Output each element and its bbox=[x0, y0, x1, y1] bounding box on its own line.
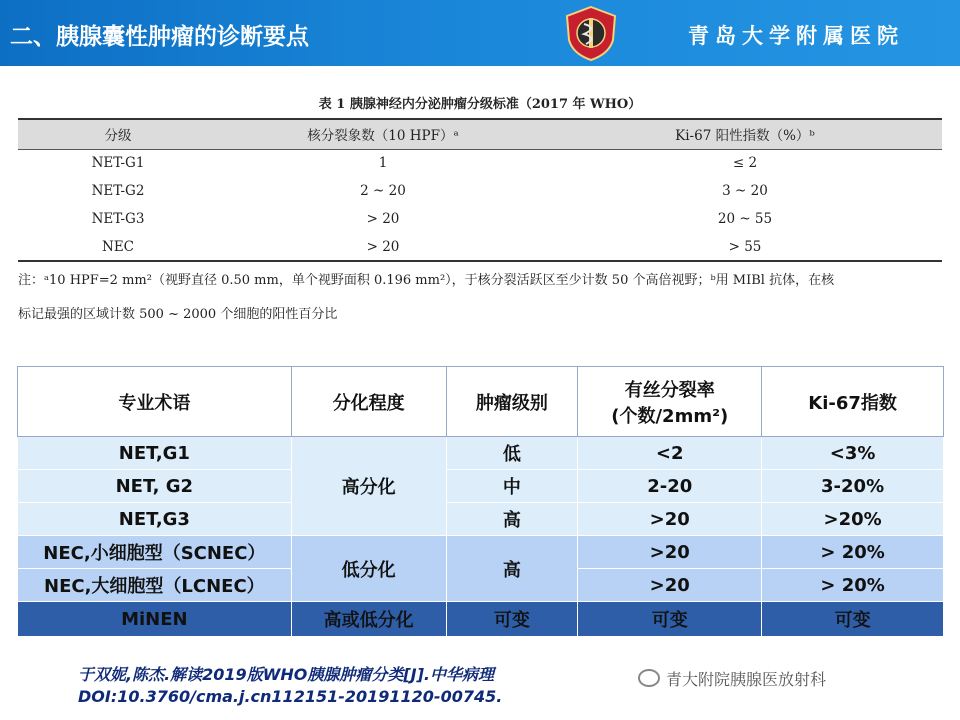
grade-cell: 低 bbox=[446, 437, 578, 470]
watermark bbox=[638, 666, 938, 690]
term-cell: NEC,小细胞型（SCNEC） bbox=[18, 536, 292, 569]
table-row bbox=[18, 602, 944, 637]
note-line: 标记最强的区域计数 500 ~ 2000 个细胞的阳性百分比 bbox=[18, 307, 338, 322]
wechat-icon bbox=[638, 669, 660, 687]
header-grade: 肿瘤级别 bbox=[446, 367, 578, 437]
term-cell: MiNEN bbox=[18, 602, 292, 637]
table-row bbox=[18, 205, 942, 233]
table-row bbox=[18, 149, 942, 177]
term-cell: NEC,大细胞型（LCNEC） bbox=[18, 569, 292, 602]
ref-cell: > 55 bbox=[548, 233, 942, 261]
reference-table bbox=[18, 118, 942, 262]
header-mitosis-line2: (个数/2mm²) bbox=[611, 405, 729, 427]
ki67-cell: >20% bbox=[762, 503, 944, 536]
header-term: 专业术语 bbox=[18, 367, 292, 437]
header-differentiation: 分化程度 bbox=[291, 367, 446, 437]
term-cell: NET,G1 bbox=[18, 437, 292, 470]
hospital-logo-icon bbox=[560, 4, 622, 62]
term-cell: NET,G3 bbox=[18, 503, 292, 536]
reference-table-note bbox=[18, 262, 942, 332]
header-mitosis bbox=[578, 367, 762, 437]
citation-line2: DOI:10.3760/cma.j.cn112151-20191120-00745. bbox=[78, 687, 503, 706]
differentiation-cell: 高分化 bbox=[291, 437, 446, 536]
reference-table-block bbox=[18, 92, 942, 332]
ref-cell: > 20 bbox=[366, 211, 400, 227]
slide-title: 二、胰腺囊性肿瘤的诊断要点 bbox=[10, 24, 309, 50]
mitosis-cell: 2-20 bbox=[578, 470, 762, 503]
ref-cell: 3 ~ 20 bbox=[722, 183, 768, 199]
grade-cell: 可变 bbox=[446, 602, 578, 637]
table-row bbox=[18, 470, 944, 503]
ref-cell: ≤ 2 bbox=[732, 155, 758, 172]
citation bbox=[78, 664, 638, 708]
header-bar bbox=[0, 0, 960, 66]
ref-cell: > 20 bbox=[218, 233, 548, 261]
grade-cell: 高 bbox=[446, 503, 578, 536]
table-row bbox=[18, 437, 944, 470]
citation-line1: 于双妮,陈杰.解读2019版WHO胰腺肿瘤分类[J].中华病理 bbox=[78, 665, 494, 684]
table-row bbox=[18, 233, 942, 261]
note-line: 注：ᵃ10 HPF=2 mm²（视野直径 0.50 mm，单个视野面积 0.196 mm²），于核分裂活跃区至少计数 50 个高倍视野；ᵇ用 MIBl 抗体，在核 bbox=[18, 273, 835, 288]
reference-table-caption: 表 1 胰腺神经内分泌肿瘤分级标准（2017 年 WHO） bbox=[318, 97, 642, 112]
ref-cell: 1 bbox=[378, 155, 388, 172]
classification-table-block bbox=[17, 366, 944, 637]
header-mitosis-line1: 有丝分裂率 bbox=[624, 379, 715, 401]
mitosis-cell: >20 bbox=[578, 503, 762, 536]
table-row bbox=[18, 536, 944, 569]
ref-cell: NET-G2 bbox=[91, 183, 145, 199]
mitosis-cell: >20 bbox=[578, 569, 762, 602]
differentiation-cell: 低分化 bbox=[291, 536, 446, 602]
term-cell: NET, G2 bbox=[18, 470, 292, 503]
ref-header-ki67: Ki-67 阳性指数（%）ᵇ bbox=[548, 119, 942, 149]
hospital-name: 青岛大学附属医院 bbox=[688, 23, 904, 48]
ref-cell: NET-G3 bbox=[91, 211, 145, 227]
mitosis-cell: >20 bbox=[578, 536, 762, 569]
mitosis-cell: 可变 bbox=[578, 602, 762, 637]
table-row bbox=[18, 503, 944, 536]
ki67-cell: > 20% bbox=[762, 536, 944, 569]
ref-cell: NET-G1 bbox=[91, 155, 145, 172]
ref-header-mitosis: 核分裂象数（10 HPF）ᵃ bbox=[218, 119, 548, 149]
ref-cell: 20 ~ 55 bbox=[717, 211, 773, 227]
ki67-cell: > 20% bbox=[762, 569, 944, 602]
mitosis-cell: <2 bbox=[578, 437, 762, 470]
table-row bbox=[18, 177, 942, 205]
grade-cell: 中 bbox=[446, 470, 578, 503]
ref-header-grade: 分级 bbox=[18, 119, 218, 149]
grade-cell: 高 bbox=[446, 536, 578, 602]
watermark-text: 青大附院胰腺医放射科 bbox=[666, 669, 827, 689]
header-ki67: Ki-67指数 bbox=[762, 367, 944, 437]
ki67-cell: 可变 bbox=[762, 602, 944, 637]
differentiation-cell: 高或低分化 bbox=[291, 602, 446, 637]
ki67-cell: 3-20% bbox=[762, 470, 944, 503]
ref-cell: 2 ~ 20 bbox=[360, 183, 406, 199]
ref-cell: NEC bbox=[18, 233, 218, 261]
classification-table bbox=[17, 366, 944, 637]
ki67-cell: <3% bbox=[762, 437, 944, 470]
